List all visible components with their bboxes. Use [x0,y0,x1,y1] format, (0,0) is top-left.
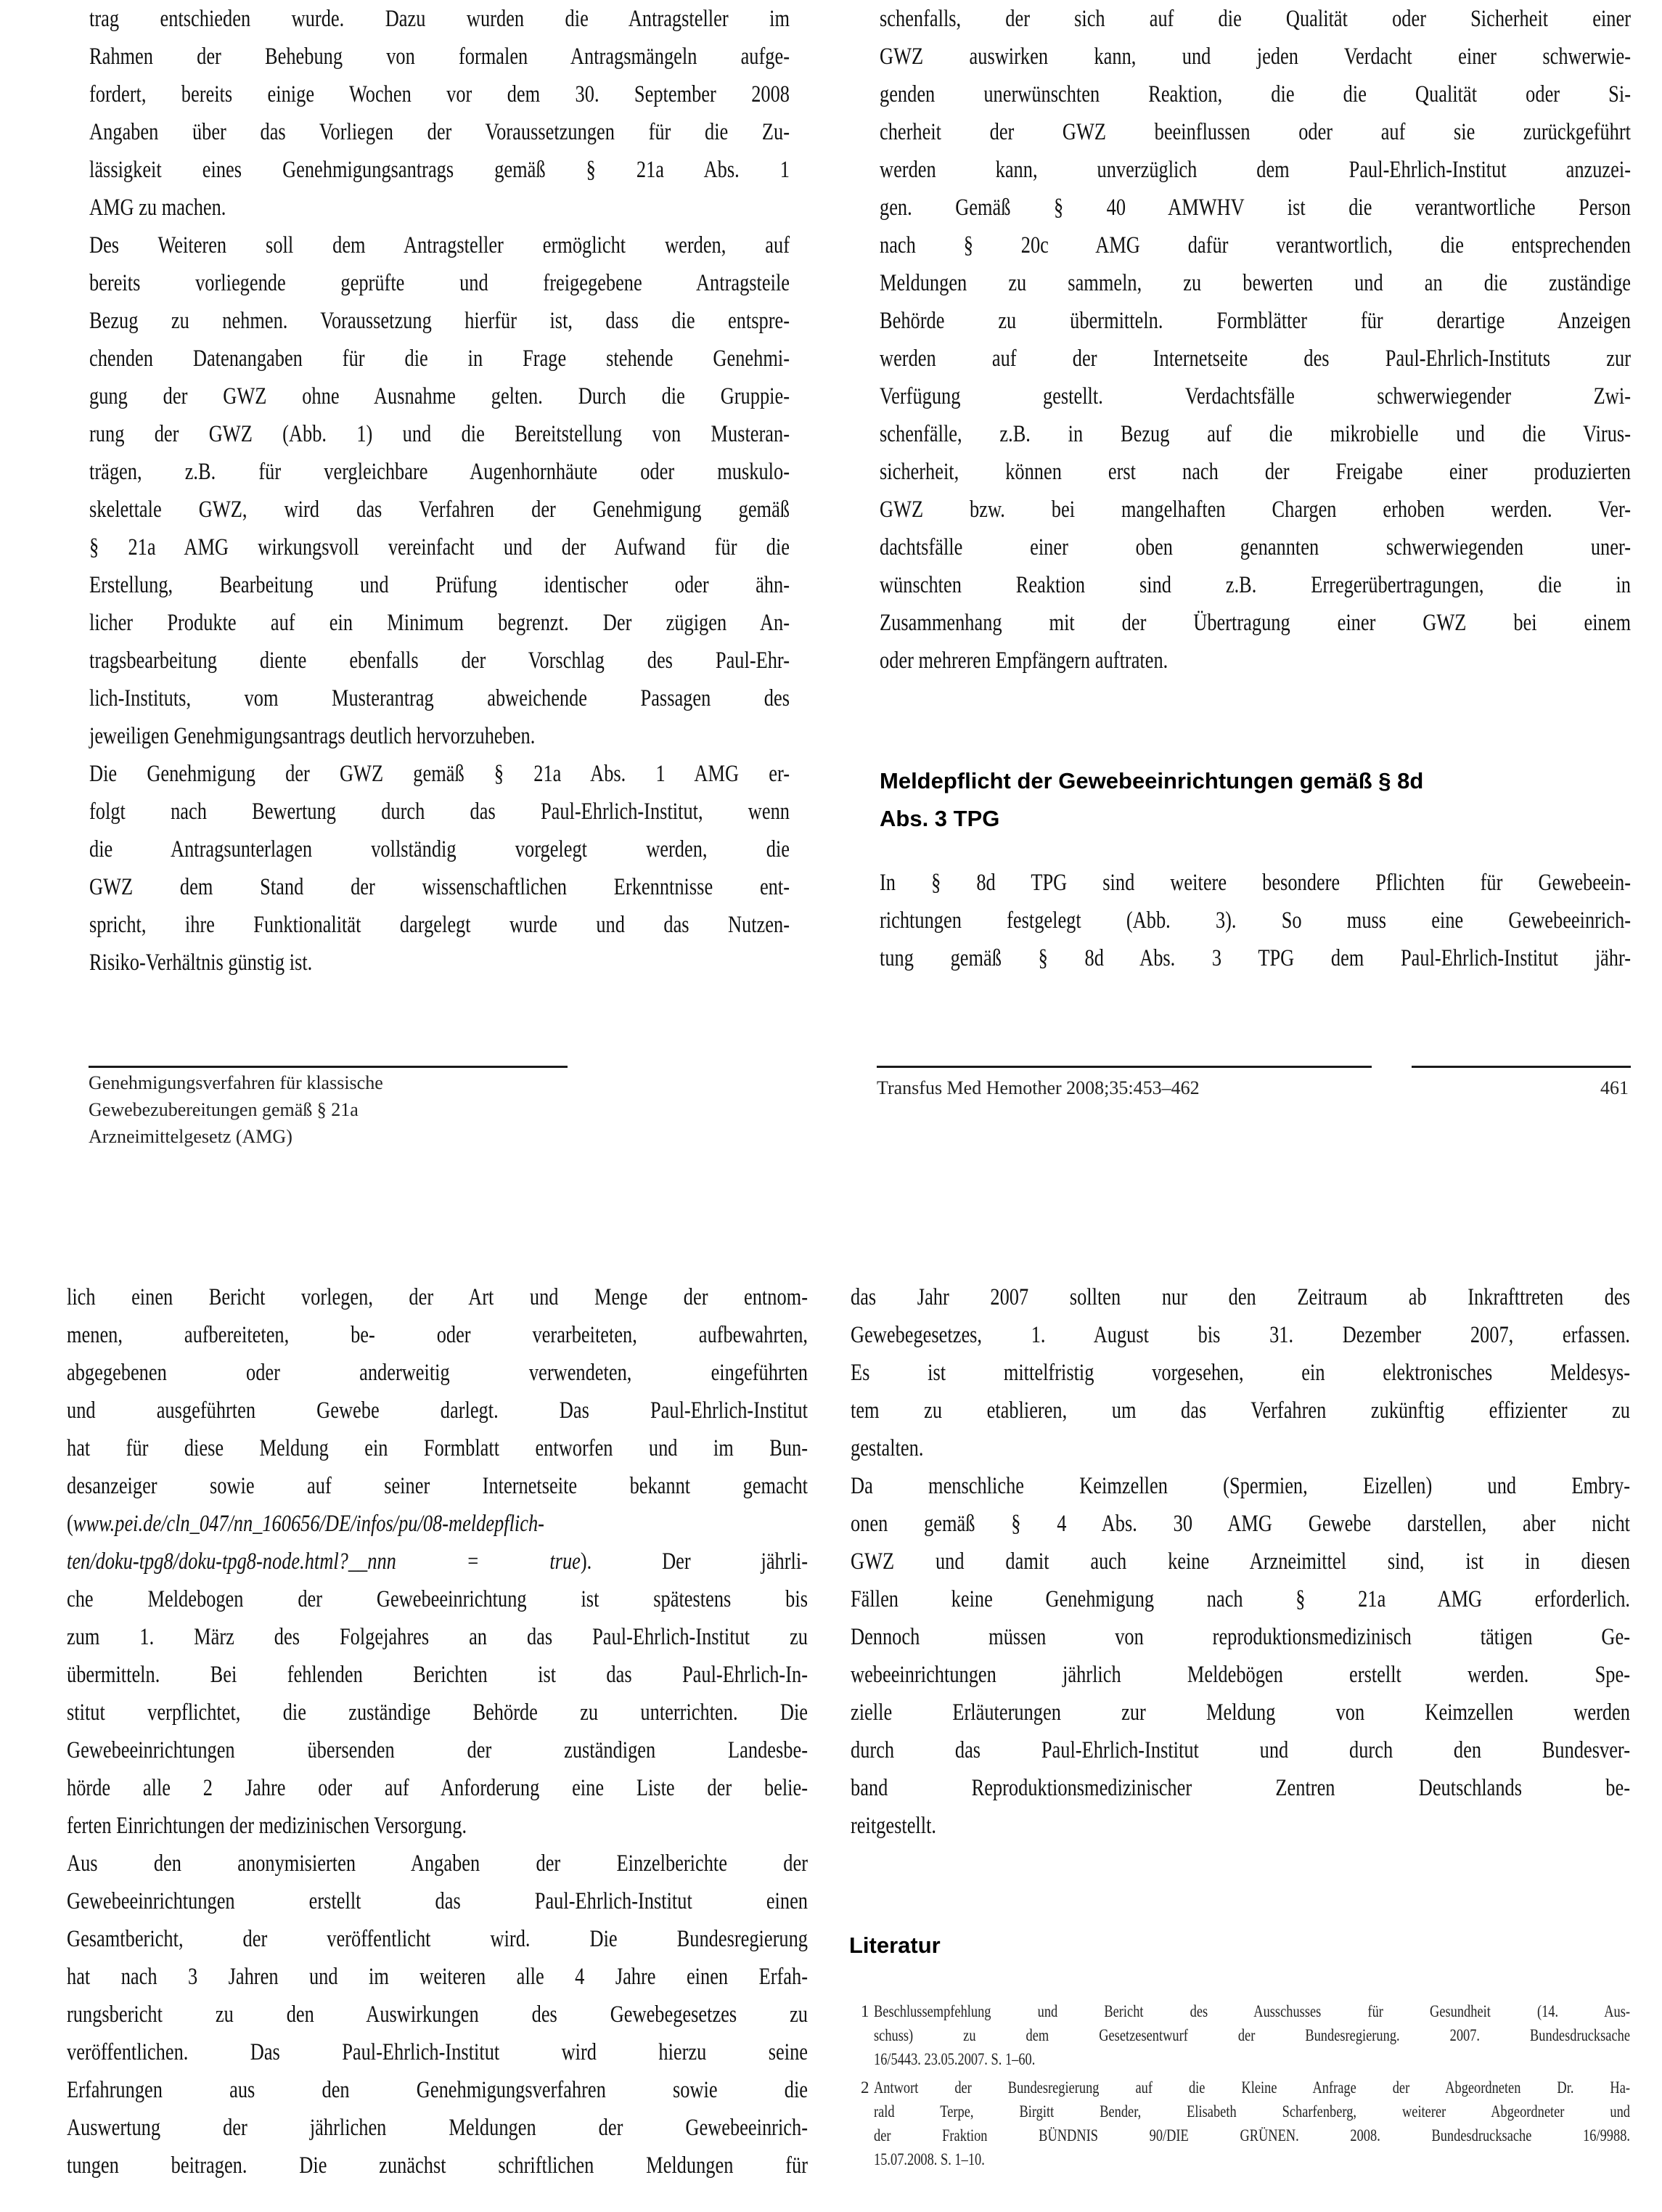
text-line: Gewebegesetzes, 1. August bis 31. Dezember 2007, erfassen. [851,1322,1630,1348]
text-line: werden kann, unverzüglich dem Paul-Ehrlich-Institut anzuzei- [880,157,1631,183]
text-line: webeeinrichtungen jährlich Meldebögen erstellt werden. Spe- [851,1662,1630,1688]
text-line: cherheit der GWZ beeinflussen oder auf sie zurückgeführt [880,119,1631,145]
text-line: ferten Einrichtungen der medizinischen Versorgung. [67,1813,467,1839]
text-line: fordert, bereits einige Wochen vor dem 30. September 2008 [89,81,790,107]
text-line: che Meldebogen der Gewebeeinrichtung ist spätestens bis [67,1586,808,1612]
text-line: tungen beitragen. Die zunächst schriftlichen Meldungen für [67,2152,808,2179]
reference-line: 16/5443. 23.05.2007. S. 1–60. [874,2050,1036,2068]
text-line: übermitteln. Bei fehlenden Berichten ist das Paul-Ehrlich-In- [67,1662,808,1688]
text-line: tem zu etablieren, um das Verfahren zukünftig effizienter zu [851,1397,1630,1424]
running-title-line-2: Gewebezubereitungen gemäß § 21a [89,1099,359,1120]
text-line: GWZ bzw. bei mangelhaften Chargen erhoben werden. Ver- [880,497,1631,523]
text-line: schenfälle, z.B. in Bezug auf die mikrobielle und die Virus- [880,421,1631,447]
page-number: 461 [1600,1077,1629,1098]
text-line: lich-Instituts, vom Musterantrag abweichende Passagen des [89,685,790,711]
text-line: Angaben über das Vorliegen der Voraussetzungen für die Zu- [89,119,790,145]
text-line: stitut verpflichtet, die zuständige Behörde zu unterrichten. Die [67,1699,808,1726]
text-line: hat für diese Meldung ein Formblatt entworfen und im Bun- [67,1435,808,1461]
text-line: ten/doku-tpg8/doku-tpg8-node.html?__nnn = true). Der jährli- [67,1548,808,1575]
text-line: menen, aufbereiteten, be- oder verarbeiteten, aufbewahrten, [67,1322,808,1348]
text-line: § 21a AMG wirkungsvoll vereinfacht und der Aufwand für die [89,534,790,560]
text-line: dachtsfälle einer oben genannten schwerwiegenden uner- [880,534,1631,560]
text-line: AMG zu machen. [89,195,226,221]
text-line: jeweiligen Genehmigungsantrags deutlich hervorzuheben. [89,723,536,749]
footer-rule-left [89,1066,568,1068]
text-line: reitgestellt. [851,1813,937,1839]
text-line: tung gemäß § 8d Abs. 3 TPG dem Paul-Ehrlich-Institut jähr- [880,945,1631,971]
text-line: gung der GWZ ohne Ausnahme gelten. Durch die Gruppie- [89,383,790,409]
text-line: durch das Paul-Ehrlich-Institut und durch den Bundesver- [851,1737,1630,1763]
text-line: bereits vorliegende geprüfte und freigegebene Antragsteile [89,270,790,296]
text-line: Gewebeeinrichtungen erstellt das Paul-Ehrlich-Institut einen [67,1888,808,1914]
text-line: lässigkeit eines Genehmigungsantrags gemäß § 21a Abs. 1 [89,157,790,183]
text-line: Fällen keine Genehmigung nach § 21a AMG erforderlich. [851,1586,1630,1612]
text-line: trag entschieden wurde. Dazu wurden die Antragsteller im [89,6,790,32]
reference-line: rald Terpe, Birgitt Bender, Elisabeth Scharfenberg, weiterer Abgeordneter und [874,2102,1630,2121]
text-line: hörde alle 2 Jahre oder auf Anforderung eine Liste der belie- [67,1775,808,1801]
text-line: (www.pei.de/cln_047/nn_160656/DE/infos/pu/08-meldepflich- [67,1511,544,1537]
text-line: Risiko-Verhältnis günstig ist. [89,950,313,976]
text-line: Da menschliche Keimzellen (Spermien, Eizellen) und Embry- [851,1473,1630,1499]
text-line: spricht, ihre Funktionalität dargelegt wurde und das Nutzen- [89,912,790,938]
text-line: GWZ und damit auch keine Arzneimittel sind, ist in diesen [851,1548,1630,1575]
text-line: oder mehreren Empfängern auftraten. [880,648,1168,674]
text-line: genden unerwünschten Reaktion, die die Qualität oder Si- [880,81,1631,107]
text-line: Zusammenhang mit der Übertragung einer GWZ bei einem [880,610,1631,636]
journal-citation: Transfus Med Hemother 2008;35:453–462 [877,1077,1200,1098]
url-text: www.pei.de/cln_047/nn_160656/DE/infos/pu/08-meldepflich- [73,1511,544,1537]
text-line: Dennoch müssen von reproduktionsmedizinisch tätigen Ge- [851,1624,1630,1650]
literature-heading: Literatur [849,1933,941,1958]
running-title-line-3: Arzneimittelgesetz (AMG) [89,1126,292,1147]
text-line: Es ist mittelfristig vorgesehen, ein elektronisches Meldesys- [851,1360,1630,1386]
text-line: Verfügung gestellt. Verdachtsfälle schwerwiegender Zwi- [880,383,1631,409]
reference-line: schuss) zu dem Gesetzesentwurf der Bundesregierung. 2007. Bundesdrucksache [874,2026,1630,2044]
text-line: rung der GWZ (Abb. 1) und die Bereitstellung von Musteran- [89,421,790,447]
reference-line: 15.07.2008. S. 1–10. [874,2150,985,2168]
text-line: Gewebeeinrichtungen übersenden der zuständigen Landesbe- [67,1737,808,1763]
text-line: abgegebenen oder anderweitig verwendeten, eingeführten [67,1360,808,1386]
text-line: trägen, z.B. für vergleichbare Augenhornhäute oder muskulo- [89,459,790,485]
text-line: nach § 20c AMG dafür verantwortlich, die entsprechenden [880,232,1631,258]
text-line: zielle Erläuterungen zur Meldung von Keimzellen werden [851,1699,1630,1726]
text-line: Gesamtbericht, der veröffentlicht wird. Die Bundesregierung [67,1926,808,1952]
text-line: Meldungen zu sammeln, zu bewerten und an die zuständige [880,270,1631,296]
text-line: das Jahr 2007 sollten nur den Zeitraum ab Inkrafttreten des [851,1284,1630,1310]
text-line: licher Produkte auf ein Minimum begrenzt. Der zügigen An- [89,610,790,636]
text-line: richtungen festgelegt (Abb. 3). So muss eine Gewebeeinrich- [880,907,1631,934]
footer-rule-center [877,1066,1372,1068]
text-line: skelettale GWZ, wird das Verfahren der Genehmigung gemäß [89,497,790,523]
text-line: Bezug zu nehmen. Voraussetzung hierfür ist, dass die entspre- [89,308,790,334]
text-line: hat nach 3 Jahren und im weiteren alle 4 Jahre einen Erfah- [67,1964,808,1990]
text-line: GWZ auswirken kann, und jeden Verdacht einer schwerwie- [880,44,1631,70]
reference-line: der Fraktion BÜNDNIS 90/DIE GRÜNEN. 2008. Bundesdrucksache 16/9988. [874,2126,1630,2144]
text-line: und ausgeführten Gewebe darlegt. Das Paul-Ehrlich-Institut [67,1397,808,1424]
text-line: Die Genehmigung der GWZ gemäß § 21a Abs. 1 AMG er- [89,761,790,787]
text-line: In § 8d TPG sind weitere besondere Pflichten für Gewebeein- [880,870,1631,896]
text-line: gestalten. [851,1435,924,1461]
text-line: desanzeiger sowie auf seiner Internetseite bekannt gemacht [67,1473,808,1499]
text-line: gen. Gemäß § 40 AMWHV ist die verantwortliche Person [880,195,1631,221]
footer-rule-right [1412,1066,1631,1068]
text-line: rungsbericht zu den Auswirkungen des Gewebegesetzes zu [67,2001,808,2028]
text-line: lich einen Bericht vorlegen, der Art und Menge der entnom- [67,1284,808,1310]
text-line: folgt nach Bewertung durch das Paul-Ehrlich-Institut, wenn [89,799,790,825]
text-line: wünschten Reaktion sind z.B. Erregerübertragungen, die in [880,572,1631,598]
reference-number: 1 [861,2002,869,2020]
reference-line: Antwort der Bundesregierung auf die Kleine Anfrage der Abgeordneten Dr. Ha- [874,2078,1630,2097]
text-line: die Antragsunterlagen vollständig vorgelegt werden, die [89,836,790,862]
text-line: Erstellung, Bearbeitung und Prüfung identischer oder ähn- [89,572,790,598]
text-line: onen gemäß § 4 Abs. 30 AMG Gewebe darstellen, aber nicht [851,1511,1630,1537]
section-heading-line-1: Meldepflicht der Gewebeeinrichtungen gemäß § 8d [880,768,1424,793]
url-text: ten/doku-tpg8/doku-tpg8-node.html?__nnn = true [67,1548,581,1575]
text-line: band Reproduktionsmedizinischer Zentren Deutschlands be- [851,1775,1630,1801]
text-line: Erfahrungen aus den Genehmigungsverfahren sowie die [67,2077,808,2103]
text-line: sicherheit, können erst nach der Freigabe einer produzierten [880,459,1631,485]
reference-line: Beschlussempfehlung und Bericht des Ausschusses für Gesundheit (14. Aus- [874,2002,1630,2020]
text-line: veröffentlichen. Das Paul-Ehrlich-Institut wird hierzu seine [67,2039,808,2065]
text-line: tragsbearbeitung diente ebenfalls der Vorschlag des Paul-Ehr- [89,648,790,674]
text-line: zum 1. März des Folgejahres an das Paul-Ehrlich-Institut zu [67,1624,808,1650]
running-title-line-1: Genehmigungsverfahren für klassische [89,1072,383,1093]
text-line: Auswertung der jährlichen Meldungen der Gewebeeinrich- [67,2115,808,2141]
text-line: GWZ dem Stand der wissenschaftlichen Erkenntnisse ent- [89,874,790,900]
text-line: Rahmen der Behebung von formalen Antragsmängeln aufge- [89,44,790,70]
reference-number: 2 [861,2078,869,2097]
section-heading-line-2: Abs. 3 TPG [880,806,1000,831]
text-line: Aus den anonymisierten Angaben der Einzelberichte der [67,1850,808,1877]
text-line: chenden Datenangaben für die in Frage stehende Genehmi- [89,346,790,372]
text-line: schenfalls, der sich auf die Qualität oder Sicherheit einer [880,6,1631,32]
text-line: Des Weiteren soll dem Antragsteller ermöglicht werden, auf [89,232,790,258]
text-line: Behörde zu übermitteln. Formblätter für derartige Anzeigen [880,308,1631,334]
text-line: werden auf der Internetseite des Paul-Ehrlich-Instituts zur [880,346,1631,372]
